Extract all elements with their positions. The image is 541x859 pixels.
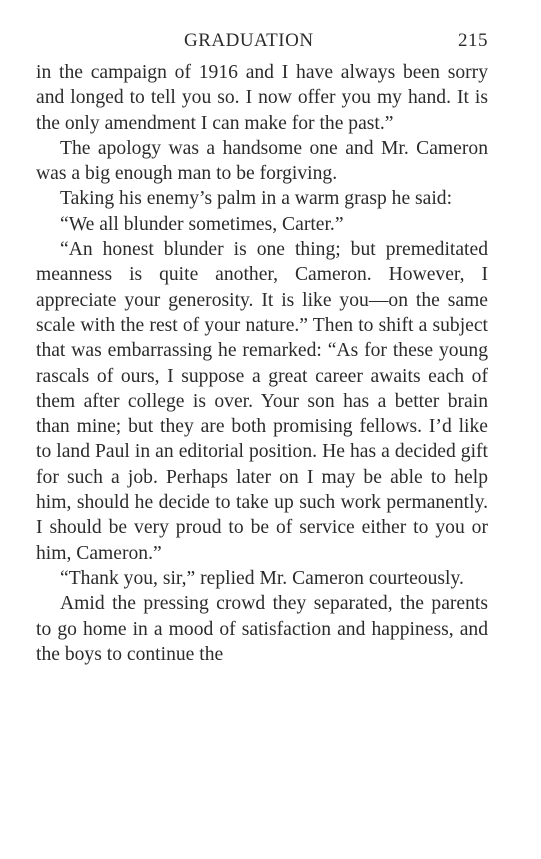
page-header: [36, 26, 488, 52]
page-number: 215: [458, 30, 488, 51]
paragraph-thanks: “Thank you, sir,” replied Mr. Cameron courteously.: [60, 567, 464, 589]
paragraph-parting: Amid the pressing crowd they separated, the parents to go home in a mood of satisfaction and happiness, and the boys to continue the: [36, 593, 488, 665]
paragraph-blunder: “We all blunder sometimes, Carter.”: [60, 213, 344, 235]
body-text: [36, 60, 488, 667]
paragraph-handshake: Taking his enemy’s palm in a warm grasp he said:: [60, 188, 453, 210]
paragraph-continuation: in the campaign of 1916 and I have always been sorry and longed to tell you so. I now offer you my hand. It is the only amendment I can make for the past.”: [36, 62, 488, 134]
book-page: [36, 26, 488, 667]
paragraph-apology: The apology was a handsome one and Mr. Cameron was a big enough man to be forgiving.: [36, 137, 488, 185]
paragraph-reply: “An honest blunder is one thing; but premeditated meanness is quite another, Cameron. However, I appreciate your generosity. It is like you—on the same scale with the rest of your nature.” Then to shift a subject that was embarrassing he remarked: “As for these young rascals of ours, I suppose a great career awaits each of them after college is over. Your son has a better brain than mine; but they are both promising fellows. I’d like to land Paul in an editorial position. He has a decided gift for such a job. Perhaps later on I may be able to help him, should he decide to take up such work permanently. I should be very proud to be of service either to you or him, Cameron.”: [36, 239, 488, 564]
running-head: GRADUATION: [184, 30, 314, 51]
